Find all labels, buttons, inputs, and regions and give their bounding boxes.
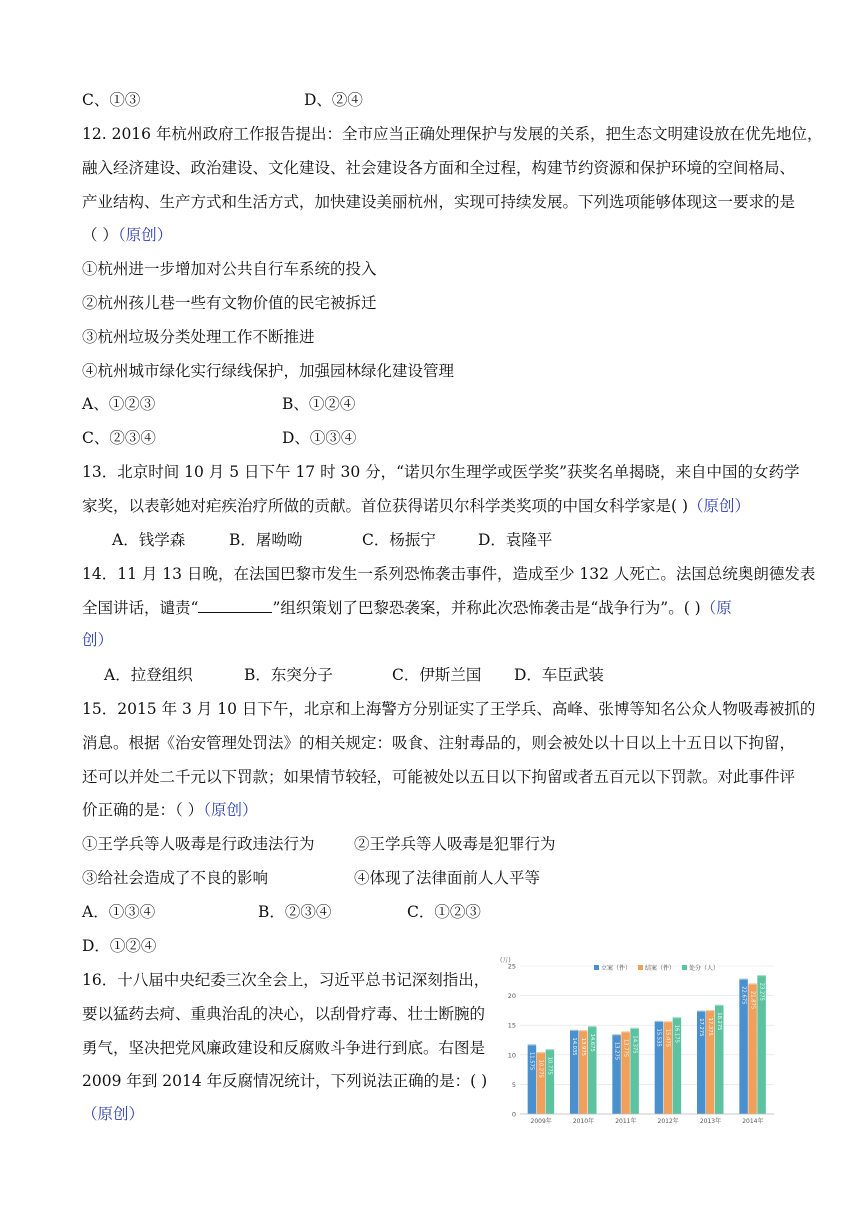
option-c: C．①②③ — [407, 903, 481, 921]
q12-stem-4 — [82, 225, 172, 245]
legend-swatch — [638, 965, 643, 970]
q13-stem-1: 13．北京时间 10 月 5 日下午 17 时 30 分，“诺贝尔生理学或医学奖”获奖名单揭晓，来自中国的女药学 — [82, 463, 800, 481]
bar-top — [748, 983, 757, 985]
y-tick-label: 5 — [511, 1080, 516, 1089]
bar-value-label: 14.675 — [589, 1033, 595, 1052]
option-d: D、②④ — [304, 91, 363, 109]
y-tick-label: 20 — [507, 992, 516, 1001]
original-tag: （原 — [700, 599, 732, 617]
original-tag-cont: 创） — [82, 631, 114, 649]
item-4: ④体现了法律面前人人平等 — [354, 869, 541, 887]
q16-stem-3: 勇气，坚决把党风廉政建设和反腐败斗争进行到底。右图是 — [82, 1039, 486, 1057]
bar-value-label: 21.875 — [749, 991, 756, 1010]
y-tick-label: 15 — [507, 1021, 516, 1030]
q12-options-ab — [82, 394, 356, 414]
original-tag: （原创） — [688, 497, 751, 515]
option-c: C．伊斯兰国 — [392, 666, 482, 684]
q11-options-cd — [82, 90, 363, 110]
bar-top — [664, 1021, 673, 1023]
q12-options-cd — [82, 428, 357, 448]
q15-stem-1: 15．2015 年 3 月 10 日下午，北京和上海警方分别证实了王学兵、高峰、张博等知名公众人物吸毒被抓的 — [82, 700, 816, 718]
bar-top — [757, 975, 766, 977]
bar-value-label: 17.375 — [707, 1017, 713, 1036]
option-d: D．袁隆平 — [478, 531, 553, 549]
option-b: B．屠呦呦 — [229, 531, 303, 549]
q16-stem-1: 16．十八届中央纪委三次全会上，习近平总书记深刻指出， — [82, 971, 490, 989]
q15-stem-text: 价正确的是：（ ） — [82, 801, 204, 819]
bar-value-label: 22.675 — [740, 986, 747, 1005]
bar-value-label: 10.275 — [537, 1059, 544, 1078]
bar-top — [621, 1031, 630, 1033]
option-d: D．车臣武装 — [514, 666, 604, 684]
bar-top — [579, 1030, 588, 1032]
y-axis-unit-label: (万) — [500, 957, 511, 964]
anti-corruption-bar-chart — [496, 954, 780, 1126]
q14-stem-pre: 全国讲话，谴责“ — [82, 599, 199, 617]
option-a: A、①②③ — [82, 395, 156, 413]
bar-value-label: 18.275 — [716, 1012, 722, 1031]
bar-value-label: 14.035 — [571, 1037, 577, 1056]
y-tick-label: 10 — [507, 1051, 516, 1060]
x-tick-label: 2011年 — [615, 1118, 637, 1125]
legend-label: 结案（件） — [645, 965, 676, 972]
q12-item-1: ①杭州进一步增加对公共自行车系统的投入 — [82, 260, 377, 278]
bar-value-label: 15.535 — [655, 1028, 662, 1047]
bar-value-label: 15.475 — [664, 1028, 671, 1048]
q16-stem-4: 2009 年到 2014 年反腐情况统计，下列说法正确的是：( ) — [82, 1072, 488, 1090]
option-c: C、①③ — [82, 91, 141, 109]
option-d: D、①③④ — [282, 429, 357, 447]
bar-top — [655, 1021, 664, 1023]
q16-stem-2: 要以猛药去疴、重典治乱的决心，以刮骨疗毒、壮士断腕的 — [82, 1005, 486, 1023]
q15-stem-2: 消息。根据《治安管理处罚法》的相关规定：吸食、注射毒品的，则会被处以十日以上十五日以下拘留， — [82, 734, 796, 752]
bar-value-label: 13.775 — [622, 1038, 629, 1058]
q12-stem-3: 产业结构、生产方式和生活方式，加快建设美丽杭州，实现可持续发展。下列选项能够体现这一要求的是 — [82, 193, 796, 211]
option-a: A．①③④ — [82, 903, 156, 921]
bar-value-label: 10.775 — [546, 1056, 553, 1075]
item-1: ①王学兵等人吸毒是行政违法行为 — [82, 835, 315, 853]
q12-stem-1: 12. 2016 年杭州政府工作报告提出：全市应当正确处理保护与发展的关系，把生态文明建设放在优先地位， — [82, 125, 823, 143]
bar-top — [673, 1017, 682, 1019]
q12-stem-2: 融入经济建设、政治建设、文化建设、社会建设各方面和全过程，构建节约资源和保护环境的空间格局、 — [82, 159, 796, 177]
x-tick-label: 2013年 — [699, 1118, 722, 1125]
item-2: ②王学兵等人吸毒是犯罪行为 — [354, 835, 556, 853]
q12-item-2: ②杭州孩儿巷一些有文物价值的民宅被拆迁 — [82, 294, 377, 312]
bar-value-label: 13.975 — [580, 1037, 586, 1056]
bar-top — [588, 1026, 597, 1028]
item-3: ③给社会造成了不良的影响 — [82, 869, 269, 887]
x-tick-label: 2009年 — [530, 1118, 552, 1125]
bar-top — [537, 1052, 546, 1054]
bar-top — [739, 979, 748, 981]
q15-option-d: D．①②④ — [82, 937, 157, 955]
y-tick-label: 25 — [507, 962, 516, 971]
q14-stem-1: 14．11 月 13 日晚，在法国巴黎市发生一系列恐怖袭击事件，造成至少 132 人死亡。法国总统奥朗德发表 — [82, 565, 816, 583]
y-tick-label: 0 — [511, 1110, 516, 1119]
q12-item-4: ④杭州城市绿化实行绿线保护，加强园林绿化建设管理 — [82, 362, 455, 380]
x-tick-label: 2012年 — [657, 1118, 679, 1125]
fill-blank — [198, 598, 272, 613]
q13-options — [112, 530, 553, 550]
option-c: C、②③④ — [82, 429, 156, 447]
option-a: A．拉登组织 — [104, 666, 193, 684]
bar-value-label: 11.575 — [528, 1051, 535, 1071]
bar-top — [630, 1028, 639, 1030]
x-tick-label: 2010年 — [572, 1118, 595, 1125]
q13-stem-text: 家奖，以表彰她对疟疾治疗所做的贡献。首位获得诺贝尔科学类奖项的中国女科学家是( ) — [82, 497, 689, 515]
original-tag: （原创） — [117, 226, 173, 244]
q15-items-12 — [82, 834, 556, 854]
bar-top — [706, 1010, 715, 1012]
q14-stem-post: ”组织策划了巴黎恐袭案，并称此次恐怖袭击是“战争行为”。( ) — [272, 599, 701, 617]
bar-value-label: 16.175 — [673, 1024, 680, 1043]
q15-stem-3: 还可以并处二千元以下罚款；如果情节较轻，可能被处以五日以下拘留或者五百元以下罚款。对此事件评 — [82, 768, 796, 786]
bar-value-label: 13.275 — [613, 1041, 620, 1061]
bar-top — [528, 1044, 537, 1046]
bar-value-label: 23.275 — [758, 982, 765, 1001]
option-b: B、①②④ — [282, 395, 356, 413]
bar-top — [612, 1034, 621, 1036]
q15-stem-4 — [82, 800, 257, 820]
option-a: A．钱学森 — [112, 531, 186, 549]
q14-options — [104, 665, 604, 685]
legend-swatch — [682, 965, 687, 970]
x-tick-label: 2014年 — [742, 1118, 764, 1125]
bar-value-label: 17.275 — [698, 1018, 704, 1037]
bar-value-label: 14.375 — [631, 1035, 638, 1054]
q13-stem-2 — [82, 496, 750, 516]
bar-top — [697, 1011, 706, 1013]
bar-top — [546, 1049, 555, 1051]
q12-item-3: ③杭州垃圾分类处理工作不断推进 — [82, 328, 315, 346]
q14-stem-2 — [82, 598, 732, 618]
bar-top — [570, 1030, 579, 1032]
q15-items-34 — [82, 868, 541, 888]
original-tag: （原创） — [82, 1105, 145, 1123]
answer-paren: （ ） — [82, 226, 118, 244]
q15-options-abc — [82, 902, 481, 922]
legend-label: 立案（件） — [601, 965, 632, 972]
option-c: C．杨振宁 — [362, 531, 436, 549]
option-b: B．②③④ — [258, 903, 332, 921]
original-tag: （原创） — [203, 801, 258, 819]
legend-swatch — [594, 965, 599, 970]
bar-top — [715, 1005, 724, 1007]
legend-label: 处分（人） — [689, 965, 720, 972]
option-b: B．东突分子 — [244, 666, 333, 684]
